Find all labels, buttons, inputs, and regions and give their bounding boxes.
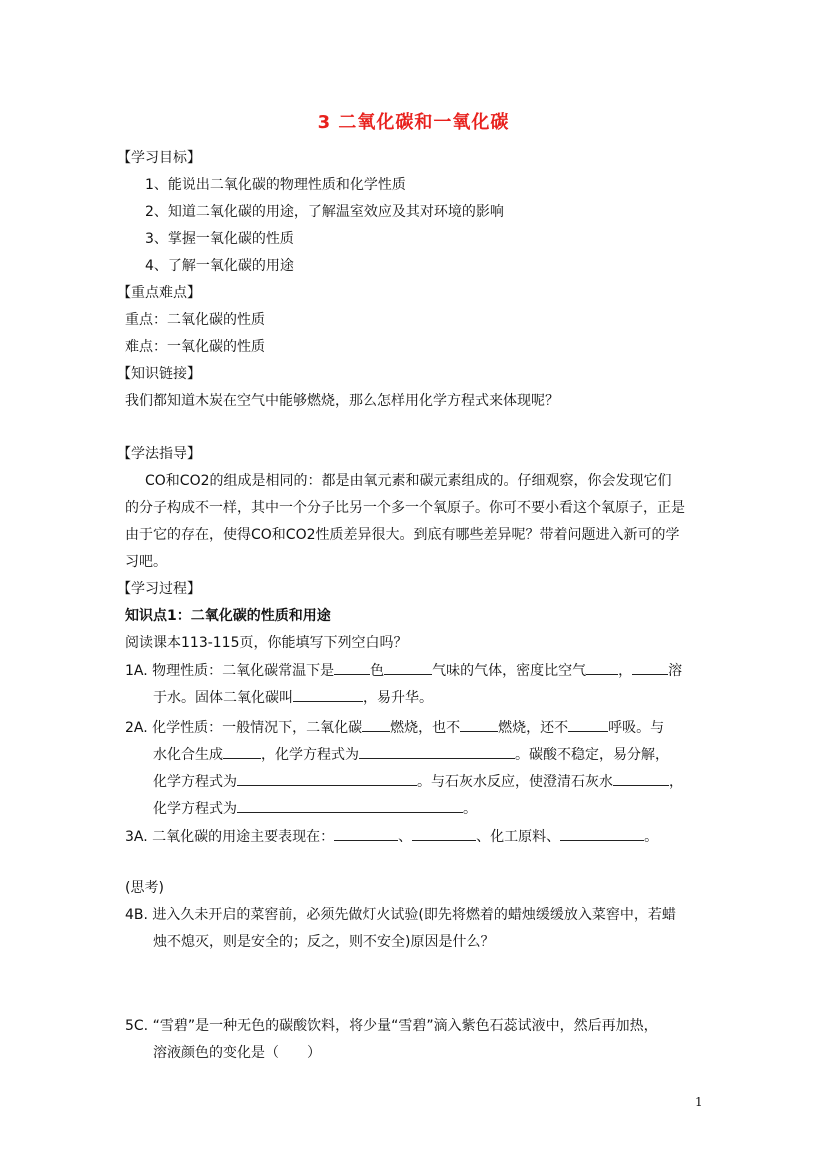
question-4b-line2: 烛不熄灭，则是安全的；反之，则不安全)原因是什么？ xyxy=(153,934,495,950)
key-point: 重点：二氧化碳的性质 xyxy=(125,312,265,328)
objective-item: 2、知道二氧化碳的用途，了解温室效应及其对环境的影响 xyxy=(145,204,504,220)
process-header: 【学习过程】 xyxy=(117,581,201,597)
question-4b-line1: 4B. 进入久未开启的菜窖前，必须先做灯火试验(即先将燃着的蜡烛缓缓放入菜窖中，若蜡 xyxy=(125,907,676,923)
difficult-point: 难点：一氧化碳的性质 xyxy=(125,339,265,355)
question-2a-line1: 2A. 化学性质：一般情况下，二氧化碳 燃烧，也不 燃烧，还不 呼吸。与 xyxy=(125,717,664,738)
guide-line: 的分子构成不一样，其中一个分子比另一个多一个氧原子。你可不要小看这个氧原子，正是 xyxy=(125,500,685,516)
question-2a-line3: 化学方程式为 。与石灰水反应，使澄清石灰水 ， xyxy=(153,771,683,792)
reading-instruction: 阅读课本113-115页，你能填写下列空白吗？ xyxy=(125,635,408,651)
blank-field[interactable] xyxy=(223,744,261,759)
blank-field[interactable] xyxy=(586,660,618,675)
question-number: 5C. xyxy=(125,1018,149,1034)
objective-item: 1、能说出二氧化碳的物理性质和化学性质 xyxy=(145,177,406,193)
blank-field[interactable] xyxy=(384,660,432,675)
blank-field[interactable] xyxy=(632,660,668,675)
question-number: 3A. xyxy=(125,829,148,845)
objective-item: 4、了解一氧化碳的用途 xyxy=(145,258,294,274)
question-1a-line1: 1A. 物理性质：二氧化碳常温下是 色 气味的气体，密度比空气 ， 溶 xyxy=(125,660,682,681)
blank-field[interactable] xyxy=(568,717,608,732)
question-5c-line2: 溶液颜色的变化是（ ） xyxy=(153,1045,321,1061)
blank-field[interactable] xyxy=(237,798,463,813)
guide-line: 由于它的存在，使得CO和CO2性质差异很大。到底有哪些差异呢？带着问题进入新可的学 xyxy=(125,527,680,543)
blank-field[interactable] xyxy=(237,771,417,786)
page-number: 1 xyxy=(695,1095,703,1109)
blank-field[interactable] xyxy=(362,717,390,732)
question-number: 1A. xyxy=(125,663,148,679)
question-number: 4B. xyxy=(125,907,148,923)
knowledge-point-title: 知识点1：二氧化碳的性质和用途 xyxy=(125,608,331,624)
blank-field[interactable] xyxy=(334,660,370,675)
question-5c-line1: 5C. “雪碧”是一种无色的碳酸饮料，将少量“雪碧”滴入紫色石蕊试液中，然后再加热， xyxy=(125,1018,658,1034)
question-number: 2A. xyxy=(125,720,148,736)
blank-field[interactable] xyxy=(412,826,476,841)
blank-field[interactable] xyxy=(293,687,363,702)
question-3a: 3A. 二氧化碳的用途主要表现在： 、 、化工原料、 。 xyxy=(125,826,658,847)
link-header: 【知识链接】 xyxy=(117,366,201,382)
objective-item: 3、掌握一氧化碳的性质 xyxy=(145,231,294,247)
link-text: 我们都知道木炭在空气中能够燃烧，那么怎样用化学方程式来体现呢？ xyxy=(125,393,559,409)
blank-field[interactable] xyxy=(334,826,398,841)
keypoints-header: 【重点难点】 xyxy=(117,285,201,301)
question-1a-line2: 于水。固体二氧化碳叫 ，易升华。 xyxy=(153,687,433,708)
question-2a-line2: 水化合生成 ，化学方程式为 。碳酸不稳定，易分解， xyxy=(153,744,669,765)
guide-line: CO和CO2的组成是相同的：都是由氧元素和碳元素组成的。仔细观察，你会发现它们 xyxy=(145,473,672,489)
think-label: (思考) xyxy=(125,880,164,896)
guide-header: 【学法指导】 xyxy=(117,446,201,462)
guide-line: 习吧。 xyxy=(125,554,167,570)
blank-field[interactable] xyxy=(560,826,644,841)
blank-field[interactable] xyxy=(613,771,669,786)
blank-field[interactable] xyxy=(359,744,515,759)
blank-field[interactable] xyxy=(460,717,498,732)
objectives-header: 【学习目标】 xyxy=(117,150,201,166)
page-title: 3 二氧化碳和一氧化碳 xyxy=(317,112,510,133)
question-2a-line4: 化学方程式为 。 xyxy=(153,798,477,819)
